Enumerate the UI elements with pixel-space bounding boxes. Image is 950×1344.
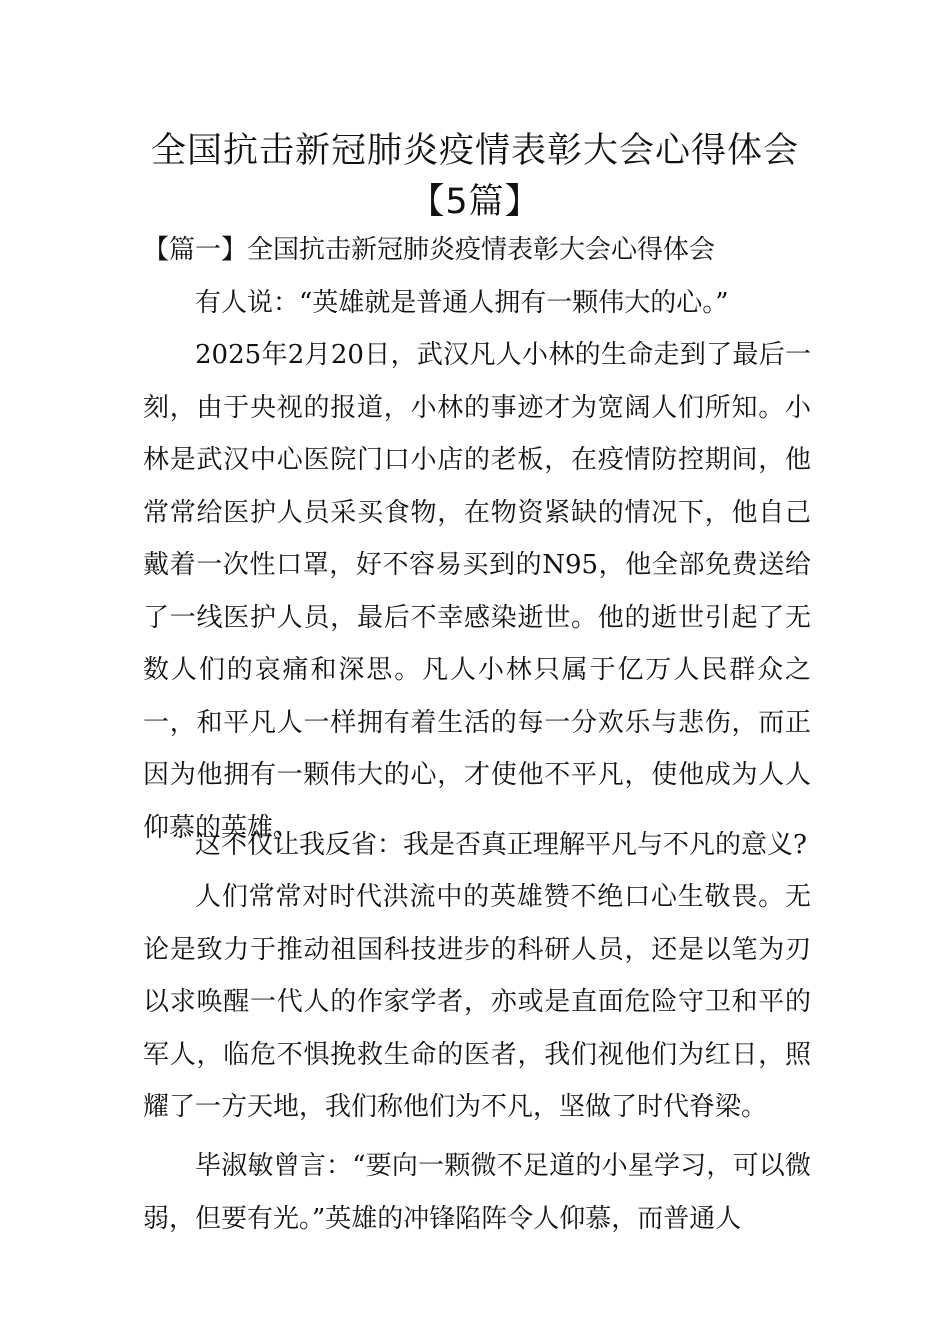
- body-paragraph: 2025年2月20日，武汉凡人小林的生命走到了最后一刻，由于央视的报道，小林的事迹才为宽阔人们所知。小林是武汉中心医院门口小店的老板，在疫情防控期间，他常常给医护人员采买食物，在物资紧缺的情况下，他自己戴着一次性口罩，好不容易买到的N95，他全部免费送给了一线医护人员，最后不幸感染逝世。他的逝世引起了无数人们的哀痛和深思。凡人小林只属于亿万人民群众之一，和平凡人一样拥有着生活的每一分欢乐与悲伤，而正因为他拥有一颗伟大的心，才使他不平凡，使他成为人人仰慕的英雄。: [143, 340, 811, 843]
- document-title-count: 【5篇】: [409, 182, 541, 222]
- document-title: 全国抗击新冠肺炎疫情表彰大会心得体会: [150, 131, 799, 171]
- body-paragraph: 有人说：“英雄就是普通人拥有一颗伟大的心。”: [195, 288, 729, 318]
- body-paragraph: 人们常常对时代洪流中的英雄赞不绝口心生敬畏。无论是致力于推动祖国科技进步的科研人员，还是以笔为刃以求唤醒一代人的作家学者，亦或是直面危险守卫和平的军人，临危不惧挽救生命的医者，我们视他们为红日，照耀了一方天地，我们称他们为不凡，坚做了时代脊梁。: [143, 882, 811, 1122]
- section-heading: 【篇一】全国抗击新冠肺炎疫情表彰大会心得体会: [143, 235, 716, 265]
- body-paragraph: 毕淑敏曾言：“要向一颗微不足道的小星学习，可以微弱，但要有光。”英雄的冲锋陷阵令人仰慕，而普通人: [143, 1151, 811, 1234]
- body-paragraph: 这不仅让我反省：我是否真正理解平凡与不凡的意义?: [195, 830, 807, 860]
